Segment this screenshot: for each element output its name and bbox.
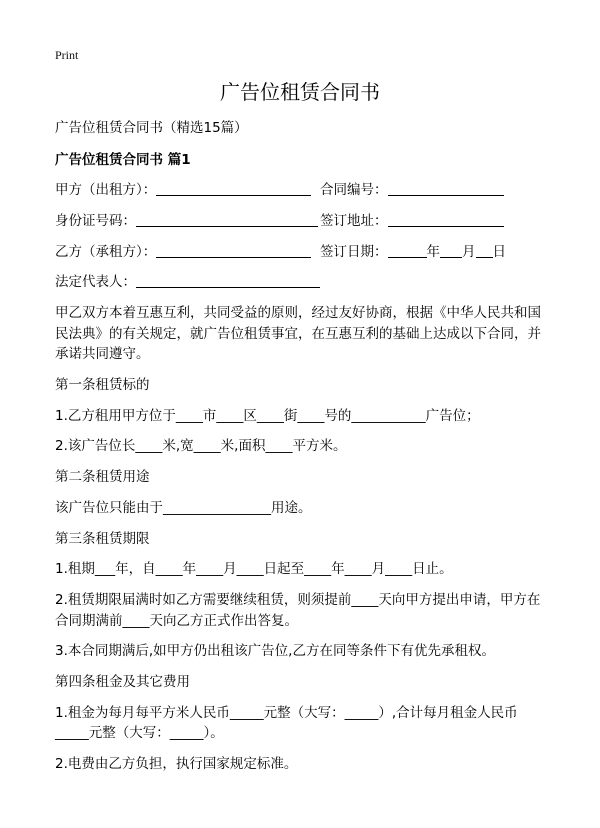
clause-line: 1.租期___年，自____年____月____日起至____年____月____日止。 <box>55 561 453 578</box>
paragraph-line: 甲乙双方本着互惠互利，共同受益的原则，经过友好协商，根据《中华人民共和国 <box>55 305 541 321</box>
article-heading: 第四条租金及其它费用 <box>55 674 190 690</box>
form-row-id-no <box>55 211 547 232</box>
year-label: 年 <box>426 243 440 260</box>
clause <box>55 498 547 519</box>
clause <box>55 436 547 457</box>
clause-line: 3.本合同期满后,如甲方仍出租该广告位,乙方在同等条件下有优先承租权。 <box>55 643 495 660</box>
contract-no-label: 合同编号： <box>320 182 388 198</box>
clause-line: 1.乙方租用甲方位于____市____区____街____号的___________广告位； <box>55 407 480 424</box>
sign-day-blank <box>476 245 493 258</box>
clause-line: 2.租赁期限届满时如乙方需要继续租赁，则须提前____天向甲方提出申请，甲方在 <box>55 592 541 608</box>
id-no-field <box>55 211 320 232</box>
print-link[interactable]: Print <box>55 48 79 62</box>
contract-no-blank <box>388 183 504 196</box>
document-title: 广告位租赁合同书 <box>220 80 380 104</box>
clause <box>55 754 547 775</box>
legal-rep-blank <box>136 275 320 288</box>
sign-place-label: 签订地址： <box>320 212 388 229</box>
legal-rep-field <box>55 272 320 293</box>
legal-rep-label: 法定代表人： <box>55 274 136 291</box>
contract-body <box>55 180 547 785</box>
form-row-party-a <box>55 180 547 201</box>
month-label: 月 <box>462 243 476 260</box>
sign-place-field <box>320 211 504 232</box>
id-no-label: 身份证号码： <box>55 212 136 229</box>
contract-no-field <box>320 180 504 201</box>
sign-date-field <box>320 242 506 263</box>
clause <box>55 590 547 631</box>
sign-year-blank <box>388 245 427 258</box>
party-a-blank <box>156 183 311 196</box>
document-subtitle: 广告位租赁合同书（精选15篇） <box>55 120 248 136</box>
sign-month-blank <box>440 245 462 258</box>
party-b-blank <box>156 245 311 258</box>
clause-line: 1.租金为每月每平方米人民币_____元整（大写：_____）,合计每月租金人民币 <box>55 704 518 721</box>
clause <box>55 406 547 427</box>
clause <box>55 559 547 580</box>
clause-line: 2.该广告位长____米,宽____米,面积____平方米。 <box>55 438 347 455</box>
paragraph-line: 承诺共同遵守。 <box>55 346 150 362</box>
clause-line: 该广告位只能由于________________用途。 <box>55 499 312 516</box>
sign-date-label: 签订日期： <box>320 243 388 260</box>
party-b-label: 乙方（承租方）： <box>55 243 157 260</box>
clause-line: 2.电费由乙方负担，执行国家规定标准。 <box>55 756 298 772</box>
party-a-label: 甲方（出租方）： <box>55 182 157 198</box>
clause-line: 合同期满前____天向乙方正式作出答复。 <box>55 612 298 629</box>
day-label: 日 <box>492 243 506 260</box>
article-heading: 第一条租赁标的 <box>55 376 150 393</box>
article-heading: 第二条租赁用途 <box>55 469 150 485</box>
party-a-field <box>55 180 320 201</box>
paragraph-line: 民法典》的有关规定，就广告位租赁事宜，在互惠互利的基础上达成以下合同，并 <box>55 325 541 342</box>
article-heading: 第三条租赁期限 <box>55 530 150 547</box>
form-row-party-b <box>55 242 547 263</box>
party-b-field <box>55 242 320 263</box>
id-no-blank <box>136 214 318 227</box>
clause <box>55 641 547 662</box>
sign-place-blank <box>388 214 504 227</box>
clause-line: _____元整（大写：_____）。 <box>55 725 224 742</box>
preamble-paragraph <box>55 303 547 365</box>
clause <box>55 703 547 744</box>
section-title: 广告位租赁合同书 篇1 <box>55 152 191 168</box>
form-row-legal-rep <box>55 272 547 293</box>
